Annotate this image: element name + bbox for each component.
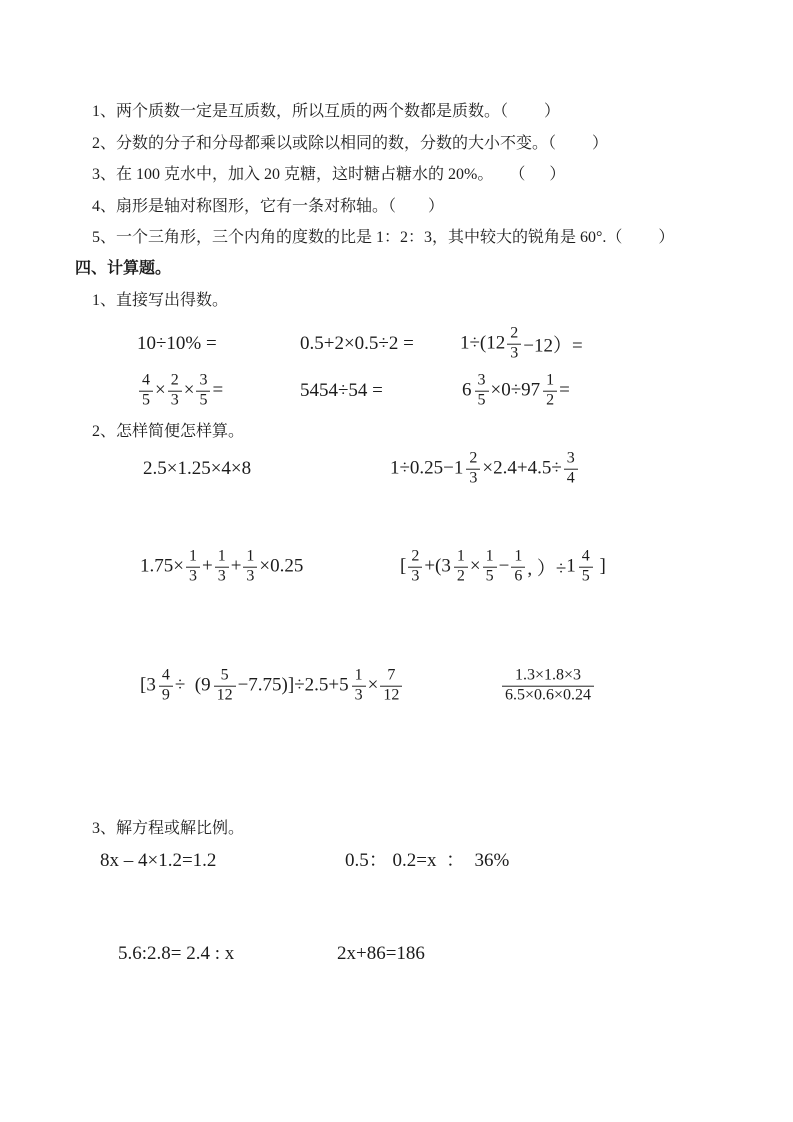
simplify-title: 2、怎样简便怎样算。 <box>92 423 245 440</box>
expr-simplify-b2: [ $\frac{2}{3}$ +( 3 $\frac{1}{2}$ × $\frac{1}{5}$ − $\frac{1}{6}$ , ）÷ 1 $\frac{4}{5}$ ] <box>400 547 606 585</box>
judge-item-5: 5、一个三角形，三个内角的度数的比是 1：2：3，其中较大的锐角是 60°.（ ） <box>92 229 675 246</box>
expr-simplify-c1: [ 3 $\frac{4}{9}$ ÷ ( 9 $\frac{5}{12}$ −7.75)]÷2.5+ 5 $\frac{1}{3}$ × $\frac{7}{12}$ <box>140 668 404 705</box>
solve-title: 3、解方程或解比例。 <box>92 820 245 837</box>
expr-simplify-a1: 2.5×1.25×4×8 <box>143 458 252 479</box>
equation-2: 0.5： 0.2=x ： 36% <box>345 850 510 871</box>
equation-3: 5.6:2.8= 2.4 : x <box>118 943 235 964</box>
expr-simplify-c2: $\frac{1.3\times 1.8\times 3}{6.5\times 0.6\times 0.24}$ <box>500 668 596 705</box>
equation-1: 8x – 4×1.2=1.2 <box>100 850 217 871</box>
expr-direct-r2-1: $\frac{4}{5}$ × $\frac{2}{3}$ × $\frac{3}{5}$ = <box>137 373 223 410</box>
judge-item-2: 2、分数的分子和分母都乘以或除以相同的数，分数的大小不变。（ ） <box>92 135 609 152</box>
expr-direct-r2-3: 6 $\frac{3}{5}$ ×0÷ 97 $\frac{1}{2}$ = <box>462 371 570 409</box>
calc-section-title: 四、计算题。 <box>75 260 172 277</box>
judge-item-1: 1、两个质数一定是互质数，所以互质的两个数都是质数。（ ） <box>92 103 561 120</box>
equation-4: 2x+86=186 <box>337 943 425 964</box>
expr-simplify-a2: 1÷0.25− 1 $\frac{2}{3}$ ×2.4+4.5÷ $\frac{3}{4}$ <box>390 451 580 488</box>
direct-calc-title: 1、直接写出得数。 <box>92 292 229 309</box>
expr-direct-r1-3: 1÷(12 $\frac{2}{3}$ −12）= <box>460 324 583 362</box>
judge-item-3: 3、在 100 克水中，加入 20 克糖，这时糖占糖水的 20%。 （ ） <box>92 166 566 183</box>
expr-direct-r1-1: 10÷10% = <box>137 333 217 354</box>
judge-item-4: 4、扇形是轴对称图形，它有一条对称轴。（ ） <box>92 198 445 215</box>
expr-simplify-b1: 1.75× $\frac{1}{3}$ + $\frac{1}{3}$ + $\frac{1}{3}$ ×0.25 <box>140 547 304 585</box>
expr-direct-r2-2: 5454÷54 = <box>300 380 383 401</box>
expr-direct-r1-2: 0.5+2×0.5÷2 = <box>300 333 414 354</box>
